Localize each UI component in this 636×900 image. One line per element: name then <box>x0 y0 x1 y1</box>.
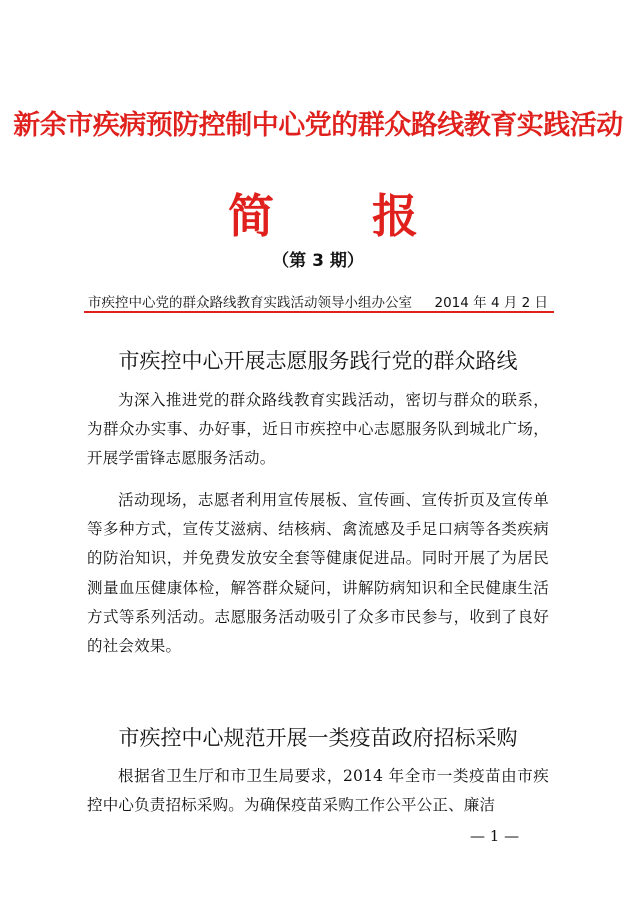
article-2-paragraph-1: 根据省卫生厅和市卫生局要求，2014 年全市一类疫苗由市疾控中心负责招标采购。为确保疫苗采购工作公平公正、廉洁 <box>87 767 549 815</box>
header-divider <box>84 311 554 313</box>
page-number: — 1 — <box>470 827 520 845</box>
issue-number: （第 3 期） <box>272 251 364 271</box>
bulletin-title <box>228 180 418 246</box>
article-1-title: 市疾控中心开展志愿服务践行党的群众路线 <box>118 349 518 373</box>
issuer-line <box>88 291 548 311</box>
bulletin-title-char-2: 报 <box>372 189 418 243</box>
article-1-paragraph-1: 为深入推进党的群众路线教育实践活动，密切与群众的联系，为群众办实事、办好事，近日市疾控中心志愿服务队到城北广场，开展学雷锋志愿服务活动。 <box>87 391 549 468</box>
article-1-paragraph-2: 活动现场，志愿者利用宣传展板、宣传画、宣传折页及宣传单等多种方式，宣传艾滋病、结核病、禽流感及手足口病等各类疾病的防治知识，并免费发放安全套等健康促进品。同时开展了为居民测量血压健康体检，解答群众疑问，讲解防病知识和全民健康生活方式等系列活动。志愿服务活动吸引了众多市民参与，收到了良好的社会效果。 <box>87 491 549 656</box>
article-2-title: 市疾控中心规范开展一类疫苗政府招标采购 <box>118 726 518 750</box>
bulletin-title-char-1: 简 <box>228 189 274 243</box>
issuer-name: 市疾控中心党的群众路线教育实践活动领导小组办公室 <box>88 295 412 311</box>
issue-date: 2014 年 4 月 2 日 <box>434 295 548 311</box>
organization-title: 新余市疾病预防控制中心党的群众路线教育实践活动 <box>13 110 623 141</box>
